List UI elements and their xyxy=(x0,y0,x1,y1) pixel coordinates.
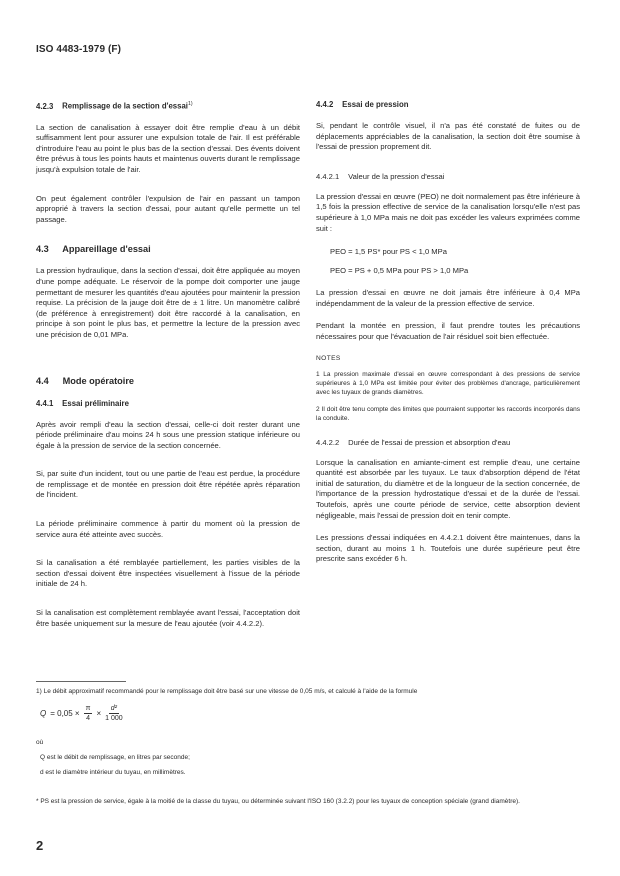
notes-title: NOTES xyxy=(316,354,341,362)
footnote-rule xyxy=(36,681,126,682)
paragraph: Pendant la montée en pression, il faut prendre toutes les précautions nécessaires pour que l'évacuation de l'air résiduel soit bien effectuée. xyxy=(316,321,580,341)
heading-4-4-1 xyxy=(36,398,300,409)
footnote-def-q: Q est le débit de remplissage, en litres par seconde; xyxy=(40,754,190,761)
heading-4-3 xyxy=(36,243,300,255)
section-number: 4.4 xyxy=(36,375,49,386)
heading-4-4 xyxy=(36,375,300,387)
section-number: 4.4.1 xyxy=(36,398,54,408)
fraction-numerator: π xyxy=(85,705,91,712)
heading-4-4-2-2 xyxy=(316,437,580,448)
left-column xyxy=(36,99,300,641)
flow-formula xyxy=(40,704,123,723)
page-number: 2 xyxy=(36,838,44,853)
paragraph: La section de canalisation à essayer doit être remplie d'eau à un débit suffisamment lent pour assurer une expulsion totale de l'air. Il est préférable d'introduire l'eau au point le plus bas de la section d'essai. Des évents doivent être prévus à tous les points hauts et maintenus ouverts durant le remplissage jusqu'à expulsion totale de l'air. xyxy=(36,122,300,174)
paragraph: La période préliminaire commence à partir du moment où la pression de service aura été atteinte avec succès. xyxy=(36,519,300,539)
formula-q: Q xyxy=(40,709,47,718)
section-number: 4.4.2.2 xyxy=(316,437,340,447)
section-title: Durée de l'essai de pression et absorption d'eau xyxy=(348,437,511,447)
paragraph: La pression d'essai en œuvre (PEO) ne doit normalement pas être inférieure à 1,5 fois la pression effective de service de la canalisation lorsqu'elle n'est pas supérieure à 1,0 MPa mais ne doit pas excéder les valeurs exprimées comme suit : xyxy=(316,191,580,233)
paragraph: Si, pendant le contrôle visuel, il n'a pas été constaté de fuites ou de déplacements appréciables de la canalisation, la section doit être soumise à l'essai de pression proprement dit. xyxy=(316,121,580,152)
formula-peo-1: PEO = 1,5 PS* pour PS < 1,0 MPa xyxy=(330,247,447,257)
formula-peo-2: PEO = PS + 0,5 MPa pour PS > 1,0 MPa xyxy=(330,266,469,276)
heading-4-4-2 xyxy=(316,99,580,110)
formula-coefficient: = 0,05 × xyxy=(50,709,80,718)
document-header: ISO 4483-1979 (F) xyxy=(36,44,122,55)
section-title: Appareillage d'essai xyxy=(62,244,151,255)
footnote-def-d: d est le diamètre intérieur du tuyau, en millimètres. xyxy=(40,769,186,776)
paragraph: Si la canalisation a été remblayée partiellement, les parties visibles de la section d'essai doivent être inspectées visuellement à l'issue de la période initiale de 24 h. xyxy=(36,558,300,589)
section-title: Essai préliminaire xyxy=(62,398,129,408)
paragraph: Si, par suite d'un incident, tout ou une partie de l'eau est perdue, la procédure de remplissage et de montée en pression doit être répétée après réparation de l'incident. xyxy=(36,469,300,500)
fraction-numerator: d² xyxy=(110,705,117,712)
section-title: Remplissage de la section d'essai xyxy=(62,101,188,111)
formula-times: × xyxy=(96,709,102,718)
paragraph: La pression hydraulique, dans la section d'essai, doit être appliquée au moyen d'une pompe adéquate. Le réservoir de la pompe doit comporter une jauge permettant de mesurer les quantités d'eau ajoutées pour maintenir la pression requise. La précision de la jauge doit être de ± 1 litre. Un manomètre calibré (de préférence à enregistrement) doit être raccordé à la canalisation, en principe à son point le plus bas, et permettre la lecture de la pression avec une précision de 0,01 MPa. xyxy=(36,266,300,339)
section-title: Mode opératoire xyxy=(62,375,135,386)
paragraph: Si la canalisation est complètement remblayée avant l'essai, l'acceptation doit être basée uniquement sur la mesure de l'eau ajoutée (voir 4.4.2.2). xyxy=(36,608,300,628)
fraction-pi-4 xyxy=(84,704,93,723)
footnote-ou: où xyxy=(36,739,44,746)
section-number: 4.2.3 xyxy=(36,101,54,111)
right-column xyxy=(316,99,580,577)
note-1: 1 La pression maximale d'essai en œuvre correspondant à des pressions de service supérieures à 1,0 MPa est limitée pour éviter des problèmes d'ancrage, particulièrement avec les tuyaux de grands diamètres. xyxy=(316,370,580,396)
footnote-ref: 1) xyxy=(187,101,193,107)
section-title: Valeur de la pression d'essai xyxy=(348,171,445,181)
note-2: 2 Il doit être tenu compte des limites que pourraient supporter les raccords incorporés dans la conduite. xyxy=(316,405,580,422)
section-number: 4.3 xyxy=(36,244,49,255)
fraction-denominator: 4 xyxy=(86,715,90,722)
section-number: 4.4.2 xyxy=(316,100,334,109)
footnote-star: * PS est la pression de service, égale à la moitié de la classe du tuyau, ou déterminée suivant l'ISO 160 (3.2.2) pour les tuyaux de conception spéciale (grand diamètre). xyxy=(36,798,520,805)
paragraph: On peut également contrôler l'expulsion de l'air en passant un tampon approprié à travers la section d'essai, pour autant qu'elle permette un tel passage. xyxy=(36,193,300,224)
fraction-denominator: 1 000 xyxy=(105,715,123,722)
paragraph: Lorsque la canalisation en amiante-ciment est remplie d'eau, une certaine quantité est absorbée par les tuyaux. Le taux d'absorption dépend de l'état initial de saturation, du diamètre et de la longueur de la section concernée, de l'importance de la pression hydrostatique d'essai et de la durée de l'essai. Toutefois, après une courte période de service, cette absorption devient négligeable, mais l'essai de pression doit en tenir compte. xyxy=(316,457,580,520)
section-title: Essai de pression xyxy=(342,100,409,109)
paragraph: Après avoir rempli d'eau la section d'essai, celle-ci doit rester durant une période préliminaire d'au moins 24 h sous une pression statique inférieure ou égale à la pression de service de la section concernée. xyxy=(36,419,300,450)
section-number: 4.4.2.1 xyxy=(316,171,340,181)
paragraph: Les pressions d'essai indiquées en 4.4.2.1 doivent être maintenues, dans la section, durant au moins 1 h. Toutefois une durée supérieure peut être prescrite sans excéder 6 h. xyxy=(316,533,580,564)
footnote-1: 1) Le débit approximatif recommandé pour le remplissage doit être basé sur une vitesse de 0,05 m/s, et calculé à l'aide de la formule xyxy=(36,688,418,695)
heading-4-2-3 xyxy=(36,99,300,112)
fraction-d2-1000 xyxy=(105,704,123,723)
heading-4-4-2-1 xyxy=(316,171,580,182)
paragraph: La pression d'essai en œuvre ne doit jamais être inférieure à 0,4 MPa indépendamment de la valeur de la pression effective de service. xyxy=(316,288,580,308)
